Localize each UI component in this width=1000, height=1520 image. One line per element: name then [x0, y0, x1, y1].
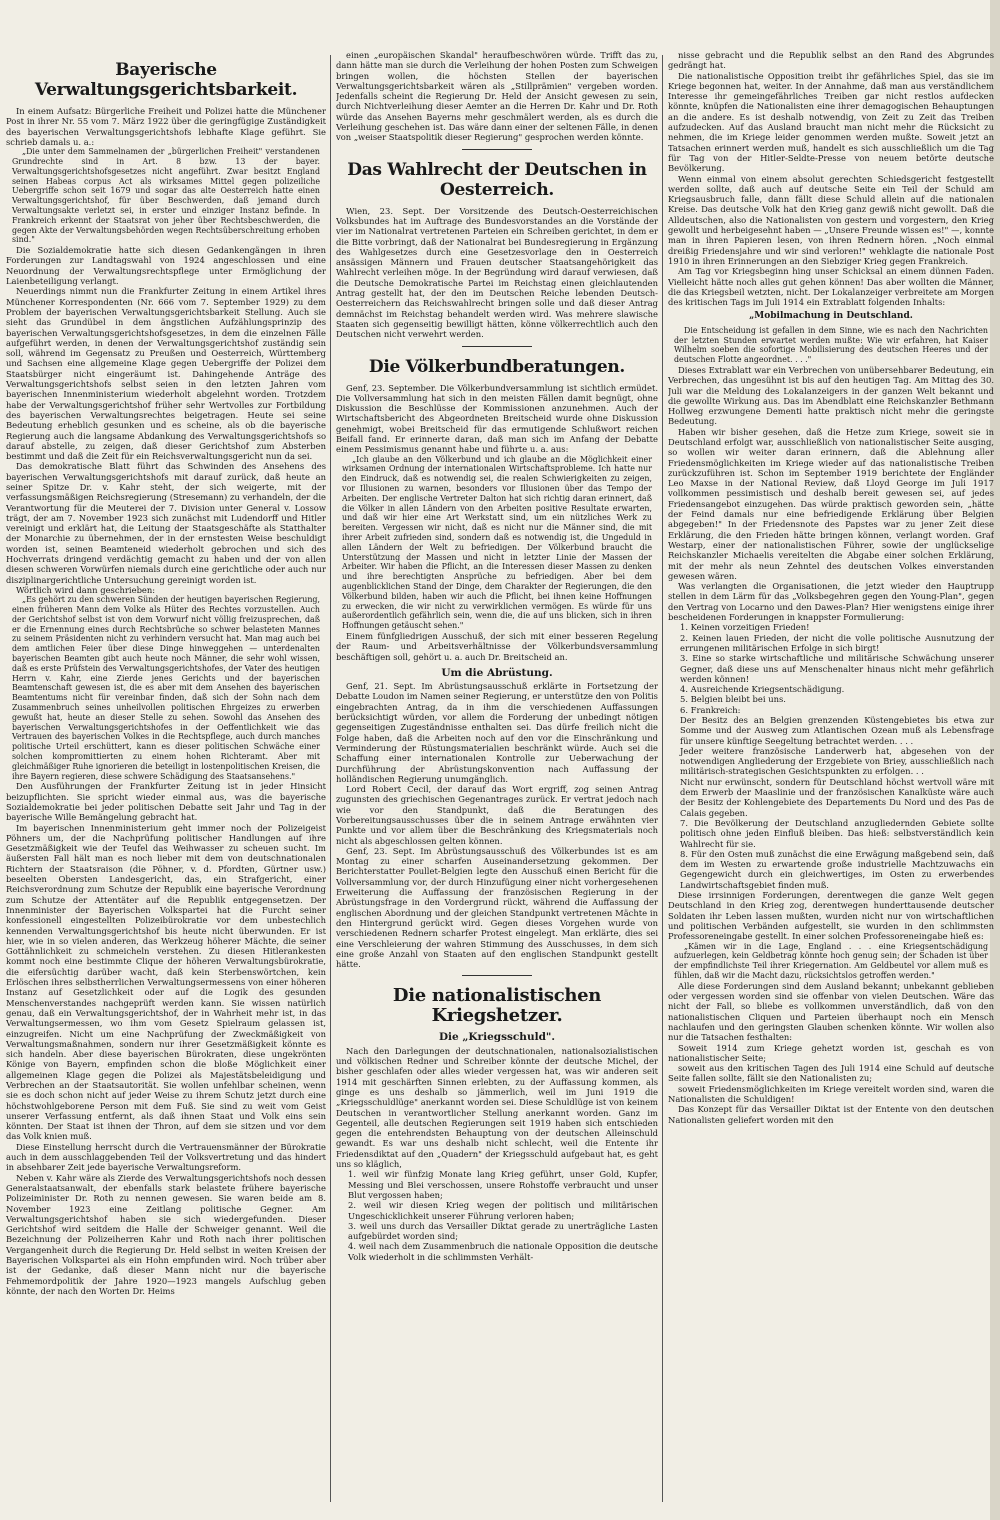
paragraph: Genf, 23. September. Die Völkerbundversammlung ist sichtlich ermüdet. Die Vollversammlung hat sich in den meisten Fällen damit begnügt, ohne Diskussion die Beschlüsse der Kommissionen anzunehmen. Auch der Wirtschaftsbericht des Abgeordneten Breitscheid wurde ohne Diskussion genehmigt, wobei Breitscheid für das ermutigende Schlußwort reichen Beifall fand. Er erinnerte daran, daß man sich im Anfang der Debatte einem Pessimismus genannt habe und führte u. a. aus:	[336, 382, 658, 455]
paragraph: soweit Friedensmöglichkeiten im Kriege vereitelt worden sind, waren die Nationalisten die Schuldigen!	[668, 1083, 994, 1104]
quote-block: „Es gehört zu den schweren Sünden der heutigen bayerischen Regierung, einen früheren Mann dem Volke als Hüter des Rechtes vorzustellen. Auch der Gerichtshof selbst ist von dem Vorwurf nicht völlig freizusprechen, daß er die Ernennung eines durch Rechtsbrüche so schwer belasteten Mannes zu seinem Präsidenten nicht zu verhindern versucht hat. Man mag auch bei dem amtlichen Feier über diese Dinge hinweggehen — unterdenalten bayerischen Beamten gibt auch heute noch Männer, die sehr wohl wissen, daß es erste Prüfstein des Verwaltungsgerichtshofes, der Vater des heutigen Herrn v. Kahr, eine Zierde jenes Gerichts und der bayerischen Beamtenschaft gewesen ist, die es aber mit dem Ansehen des bayerischen Beamtentums nicht für vereinbar finden, daß sich der Sohn nach dem Zusammenbruch seines unheilvollen politischen Ehrgeizes zu erwerben gewußt hat, heute an dieser Stelle zu sehen. Sowohl das Ansehen des bayerischen Verwaltungsgerichtshofes in der Oeffentlichkeit wie das Vertrauen des bayerischen Volkes in die Rechtspflege, auch durch manches politische Urteil erschüttert, kann es dieser politischen Schwäche einer solchen kompromittierten zu einem hohen Richteramt. Aber mit gleichmäßiger Ruhe ignorieren die beteiligt in lostenpolitischen Kreisen, die ihre Bayern regieren, diese schwere Schädigung des Staatsansehens."	[12, 595, 320, 781]
paragraph: Wörtlich wird dann geschrieben:	[16, 584, 156, 595]
quote-block: Die Entscheidung ist gefallen in dem Sinne, wie es nach den Nachrichten der letzten Stunden erwartet werden mußte: Wie wir erfahren, hat Kaiser Wilhelm soeben die sofortige Mobilisierung des deutschen Heeres und der deutschen Flotte angeordnet. . . ."	[674, 325, 988, 365]
paragraph: Was verlangten die Organisationen, die jetzt wieder den Hauptrupp stellen in dem Lärm für das „Volksbegehren gegen den Young-Plan", gegen den Vertrag von Locarno und den Dawes-Plan? Hier wenigstens einige ihrer bescheidenen Forderungen in knappster Formulierung:	[668, 581, 994, 623]
list-item: 3. Eine so starke wirtschaftliche und militärische Schwächung unserer Gegner, daß diese uns auf Menschenalter hinaus nicht mehr gefährlich werden können!	[680, 653, 994, 684]
list-item: 6. Frankreich:	[680, 704, 741, 715]
list-item: 1. Keinen vorzeitigen Frieden!	[680, 622, 810, 633]
divider	[462, 149, 532, 150]
paragraph: Genf, 21. Sept. Im Abrüstungsausschuß erklärte in Fortsetzung der Debatte Loudon im Namen seiner Regierung, er unterstütze den von Politis eingebrachten Antrag, da in ihm die verschiedenen Auffassungen berücksichtigt würden, vor allem die Forderung der unbedingt nötigen gegenseitigen Zugeständnisse enthalten sei. Das dürfe freilich nicht die Folge haben, daß die Arbeiten noch auf den vor die Einschränkung und Verminderung der Rüstungsmaterialien beschränkt würde. Auch sei die Schaffung einer internationalen Kontrolle zur Ueberwachung der Durchführung der Abrüstungskonvention nach Auffassung der holländischen Regierung unumgänglich.	[336, 681, 658, 784]
paragraph: Einem fünfgliedrigen Ausschuß, der sich mit einer besseren Regelung der Raum- und Arbeitsverhältnisse der Völkerbundsversammlung beschäftigen soll, gehört u. a. auch Dr. Breitscheid an.	[336, 630, 658, 662]
column-2	[336, 50, 658, 1500]
divider	[462, 975, 532, 976]
quote-block: „Ich glaube an den Völkerbund und ich glaube an die Möglichkeit einer wirksamen Ordnung der internationalen Wirtschaftsprobleme. Ich hatte nur den Eindruck, daß es notwendig sei, die realen Schwierigkeiten zu zeigen, vor Illusionen zu warnen, besonders vor Illusionen über das Tempo der Arbeiten. Der englische Vertreter Dalton hat sich richtig daran erinnert, daß die Völker in allen Ländern von den Arbeiten positive Resultate erwarten, und daß wir hier eine Art Werkstatt sind, um ein nützliches Werk zu bereiten. Vergessen wir nicht, daß es nicht nur die Männer sind, die mit ihrer Arbeit zufrieden sind, sondern daß es notwendig ist, die Ungeduld in allen Ländern der Welt zu befriedigen. Der Völkerbund braucht die Unterstützung der Massen und nicht in letzter Linie der Massen der Arbeiter. Wir haben die Pflicht, an die Interessen dieser Massen zu denken und ihre berechtigten Ansprüche zu befriedigen. Aber bei dem augenblicklichen Stand der Dinge, dem Charakter der Regierungen, die den Völkerbund bilden, haben wir auch die Pflicht, bei ihnen keine Hoffnungen zu erwecken, die wir nicht zu verwirklichen vermögen. Es würde für uns außerordentlich gefährlich sein, wenn die, die auf uns blicken, sich in ihren Hoffnungen getäuscht sehen."	[342, 454, 652, 631]
quote-block: „Kämen wir in die Lage, England . . . eine Kriegsentschädigung aufzuerlegen, kein Geldbetrag könnte hoch genug sein; der Schaden ist über der empfindlichste Teil ihrer Kriegernation. Am Geldbeutel vor allem muß es fühlen, daß wir die Macht dazu, rücksichtslos getroffen werden."	[674, 941, 988, 980]
quote-block: „Die unter dem Sammelnamen der „bürgerlichen Freiheit" verstandenen Grundrechte sind in Art. 8 bzw. 13 der bayer. Verwaltungsgerichtshofsgesetzes nicht angeführt. Zwar besitzt England seinen Habeas corpus Act als wirksames Mittel gegen polizeiliche Uebergriffe schon seit 1679 und sogar das alte Oesterreich hatte einen Verwaltungsgerichtshof, für über Beschwerden, daß jemand durch Verwaltungsakte verletzt sei, in erster und einziger Instanz befinde. In Frankreich erkennt der Staatsrat von jeher über Rechtsbeschwerden, die gegen Akte der Verwaltungsbehörden wegen Rechtsüberschreitung erhoben sind."	[12, 147, 320, 245]
paragraph: Das demokratische Blatt führt das Schwinden des Ansehens des bayerischen Verwaltungsgerichtshofs mit darauf zurück, daß heute an seiner Spitze Dr. v. Kahr steht, der sich weigerte, mit der verfassungsmäßigen Reichsregierung (Stresemann) zu verhandeln, der die Verantwortung für die Meuterei der 7. Division unter General v. Lossow trägt, der am 7. November 1923 sich zunächst mit Ludendorff und Hitler vereinigt und erklärt hat, die Leitung der Staatsgeschäfte als Statthalter der Monarchie zu übernehmen, der in der ernstesten Weise beschuldigt worden ist, seinen Beamteneid wiederholt gebrochen und sich des Hochverrats dringend verdächtig gemacht zu haben und der von allen diesen schweren Vorwürfen niemals durch eine gerichtliche oder auch nur disziplinargerichtliche Untersuchung gereinigt worden ist.	[6, 461, 326, 585]
list-item: Jeder weitere französische Landerwerb hat, abgesehen von der notwendigen Angliederung der Erzgebiete von Briey, ausschließlich nach militärisch-strategischen Gesichtspunkten zu erfolgen. . .	[680, 745, 994, 777]
paragraph: Genf, 23. Sept. Im Abrüstungsausschuß des Völkerbundes ist es am Montag zu einer scharfen Auseinandersetzung gekommen. Der Berichterstatter Poullet-Belgien legte den Ausschuß einen Bericht für die Vollversammlung vor, der durch Hinzufügung einer nicht vorhergesehenen Erweiterung die Auffassung der französischen Regierung in der Abrüstungsfrage in den Vordergrund rückt, während die Auffassung der englischen Abordnung und der gleichen Standpunkt vertretenen Mächte in den Hintergrund gerückt wird. Gegen dieses Vorgehen wurde von verschiedenen Rednern scharfer Protest eingelegt. Man erklärte, dies sei eine Verschleierung der wahren Stimmung des Ausschusses, in dem sich eine große Anzahl von Staaten auf den englischen Standpunkt gestellt hätte.	[336, 845, 658, 970]
list-item: 4. Ausreichende Kriegsentschädigung.	[680, 684, 845, 695]
column-rule	[662, 55, 663, 1502]
list-item: Nicht nur erwünscht, sondern für Deutschland höchst wertvoll wäre mit dem Erwerb der Maaslinie und der französischen Kanalküste wäre auch der Besitz der Kohlengebiete des Departements Du Nord und des Pas de Calais gegeben.	[680, 776, 994, 818]
headline-wahlrecht: Das Wahlrecht der Deutschen in Oesterreich.	[347, 159, 647, 200]
demands-list	[668, 622, 994, 890]
list-item: 2. weil wir diesen Krieg wegen der politisch und militärischen Ungeschicklichkeit unserer Führung verloren haben;	[348, 1200, 658, 1221]
paragraph: Wenn einmal von einem absolut gerechten Schiedsgericht festgestellt werden sollte, daß auch auf deutsche Seite ein Teil der Schuld am Kriegsausbruch falle, dann fällt diese Schuld allein auf die nationalen Kreise. Das deutsche Volk hat den Krieg ganz gewiß nicht gewollt. Daß die Alldeutschen, also die Nationalisten von gestern und vorgestern, den Krieg gewollt und herbeigesehnt haben — „Unsere Freunde wissen es!" —, konnte man in ihren Papieren lesen, von ihren Rednern hören. „Noch einmal dreißig Friedensjahre und wir sind verloren!" wehklagte die nationale Post 1910 in ihren Erinnerungen an den Siebziger Krieg gegen Frankreich.	[668, 173, 994, 266]
divider	[462, 346, 532, 347]
paragraph: Am Tag vor Kriegsbeginn hing unser Schicksal an einem dünnen Faden. Vielleicht hätte noch alles gut gehen können! Das aber wollten die Männer, die das Kriegsbeil wetzten, nicht. Der Lokalanzeiger verbreitete am Morgen des kritischen Tags im Juli 1914 ein Extrablatt folgenden Inhalts:	[668, 266, 994, 308]
paragraph: Lord Robert Cecil, der darauf das Wort ergriff, zog seinen Antrag zugunsten des griechischen Gegenantrages zurück. Er vertrat jedoch nach wie vor den Standpunkt, daß die Beratungen des Vorbereitungsausschusses über die in seinem Antrage erwähnten vier Punkte und vor allem über die Beschränkung des Kriegsmaterials noch nicht als abgeschlossen gelten können.	[336, 784, 658, 846]
paragraph: Alle diese Forderungen sind dem Ausland bekannt; unbekannt geblieben oder vergessen worden sind sie offenbar von vielen Deutschen. Wäre das nicht der Fall, so bliebe es vollkommen unverständlich, daß von den nationalistischen Cliquen und Parteien überhaupt noch ein Mensch nachlaufen und den geringsten Glauben schenken könnte. Wir wollen also nur die Tatsachen festhalten:	[668, 980, 994, 1043]
paragraph: Die nationalistische Opposition treibt ihr gefährliches Spiel, das sie im Kriege begonnen hat, weiter. In der Annahme, daß man aus verständlichem Interesse ihr gemeingefährliches Treiben gar nicht restlos aufdecken könnte, knüpfen die Nationalisten eine ihrer demagogischen Behauptungen an die andere. Es ist deshalb notwendig, von Zeit zu Zeit das Treiben aufzudecken. Auf das Ausland braucht man nicht mehr die Rücksicht zu nehmen, die im Kriege leider genommen werden mußte. Soweit jetzt an Tatsachen erinnert werden muß, handelt es sich ausschließlich um die Tag für Tag von der Hitler-Seldte-Presse von neuem betörte deutsche Bevölkerung.	[668, 70, 994, 174]
column-1	[6, 50, 326, 1500]
paragraph: Das Konzept für das Versailler Diktat ist der Entente von den deutschen Nationalisten geliefert worden mit den	[668, 1104, 994, 1125]
paragraph: Diese Einstellung herrscht durch die Vertrauensmänner der Bürokratie auch in dem ausschlaggebenden Teil der Volksvertretung und das hindert in absehbarer Zeit jede bayerische Verwaltungsreform.	[6, 1141, 326, 1173]
subhead-kriegsschuld: Die „Kriegsschuld".	[438, 1031, 556, 1044]
list-item: 2. Keinen lauen Frieden, der nicht die volle politische Ausnutzung der errungenen militärischen Erfolge in sich birgt!	[680, 632, 994, 653]
paragraph: nisse gebracht und die Republik selbst an den Rand des Abgrundes gedrängt hat.	[668, 50, 994, 71]
paragraph: Den Ausführungen der Frankfurter Zeitung ist in jeder Hinsicht beizupflichten. Sie spricht wieder einmal aus, was die bayerische Sozialdemokratie bei jeder politischen Debatte seit Jahr und Tag in der bayerische Wille Bemängelung gebracht hat.	[6, 781, 326, 823]
list-item: 3. weil uns durch das Versailler Diktat gerade zu unerträgliche Lasten aufgebürdet worden sind;	[348, 1220, 658, 1242]
paragraph: Neuerdings nimmt nun die Frankfurter Zeitung in einem Artikel ihres Münchener Korrespondenten (Nr. 666 vom 7. September 1929) zu dem Problem der bayerischen Verwaltungsgerichtsbarkeit Stellung. Auch sie sieht das Grundübel in dem ängstlichen Aufzählungsprinzip des bayerischen Verwaltungsgerichtshofsgesetzes, in dem die einzelnen Fälle aufgeführt werden, in denen der Verwaltungsgerichtshof zuständig sein soll, während im Gegensatz zu Preußen und Oesterreich, Württemberg und Sachsen eine allgemeine Klage gegen Uebergriffe der Polizei dem Staatsbürger nicht eingeräumt ist. Dahingehende Anträge des Verwaltungsgerichtshofs selbst seien in den letzten Jahren vom bayerischen Innenministerium wiederholt abgelehnt worden. Trotzdem habe der Verwaltungsgerichtshof früher sehr Wertvolles zur Fortbildung des bayerischen Verwaltungsrechtes beigetragen. Heute sei seine Bedeutung erheblich gesunken und es scheine, als ob die bayerische Regierung auch die langsame Abdankung des Verwaltungsgerichtshofs so darauf abstelle, zu zeigen, daß dieser Gerichtshof zum Absterben bestimmt und daß die Zeit für ein Reichsverwaltungsgericht nun da sei.	[6, 286, 326, 462]
reasons-list	[336, 1169, 658, 1262]
extrablatt-title: „Mobilmachung in Deutschland.	[749, 311, 913, 322]
paragraph: Nach den Darlegungen der deutschnationalen, nationalsozialistischen und völkischen Redner und Schreiber könnte der deutsche Michel, der bisher geschlafen oder alles wieder vergessen hat, was wir anderen seit 1914 mit geschärften Sinnen erlebten, zu der Auffassung kommen, als ginge es uns deshalb so jämmerlich, weil im Juni 1919 die „Kriegsschuldlüge" anerkannt worden sei. Diese Schuldlüge ist von keinem Deutschen in verantwortlicher Stellung anerkannt worden. Ganz im Gegenteil, alle deutschen Regierungen seit 1919 haben sich entschieden gegen die entehrendsten Behauptung von der deutschen Alleinschuld gewandt. Es war uns deshalb nicht schlecht, weil die Entente ihr Friedensdiktat auf den „Quadern" der Kriegsschuld aufgebaut hat, es geht uns so kläglich,	[336, 1045, 658, 1170]
paragraph: Dieses Extrablatt war ein Verbrechen von unübersehbarer Bedeutung, ein Verbrechen, das ungesühnt ist bis auf den heutigen Tag. Am Mittag des 30. Juli war die Meldung des Lokalanzeigers in der ganzen Welt bekannt und die gewollte Wirkung aus. Das im Abendblatt eine Reichskanzler Bethmann Hollweg erzwungene Dementi hatte praktisch nicht mehr die geringste Bedeutung.	[668, 364, 994, 427]
list-item: 8. Für den Osten muß zunächst die eine Erwägung maßgebend sein, daß dem im Westen zu erwartende große industrielle Machtzuwachs ein Gegengewicht durch ein gleichwertiges, im Osten zu erwerbendes Landwirtschaftsgebiet finden muß.	[680, 848, 994, 890]
column-rule	[330, 55, 331, 1502]
paragraph: einen „europäischen Skandal" heraufbeschwören würde. Trifft das zu, dann hätte man sie durch die Verleihung der hohen Posten zum Schweigen bringen wollen, die höchsten Stellen der bayerischen Verwaltungsgerichtsbarkeit wären als „Stillprämien" vergeben worden. Jedenfalls scheint die Regierung Dr. Held der Ansicht gewesen zu sein, durch Nichtverleihung dieser Aemter an die Herren Dr. Kahr und Dr. Roth würde das Ansehen Bayerns mehr geschmälert werden, als es durch die Verleihung geschehen ist. Das wäre dann einer der seltenen Fälle, in denen von „weiser Staatspolitik dieser Regierung" gesprochen werden könnte.	[336, 50, 658, 143]
paragraph: Diese irrsinnigen Forderungen, derentwegen die ganze Welt gegen Deutschland in den Krieg zog, derentwegen hunderttausende deutscher Soldaten ihr Leben lassen mußten, wurden nicht nur von wirtschaftlichen und politischen Verbänden aufgestellt, sie wurden in den schlimmsten Professoreneingabe gestellt. In einer solchen Professoreneingabe hieß es:	[668, 890, 994, 942]
paragraph: Die Sozialdemokratie hatte sich diesen Gedankengängen in ihren Forderungen zur Landtagswahl von 1924 angeschlossen und eine Neuordnung der Verwaltungsrechtspflege unter Ermöglichung der Laienbeteiligung verlangt.	[6, 245, 326, 287]
list-item: 4. weil nach dem Zusammenbruch die nationale Opposition die deutsche Volk wiederholt in die schlimmsten Verhält-	[348, 1241, 658, 1262]
paragraph: Im bayerischen Innenministerium geht immer noch der Polizeigeist Pöhners um, der die Nachprüfung politischer Handlungen auf ihre Gesetzmäßigkeit wie der Teufel das Weihwasser zu scheuen sucht. Im äußersten Fall hält man es noch lieber mit dem von deutschnationalen Richtern der Staatsraison (die Pöhner, v. d. Pfordten, Gürtner usw.) beseelten Obersten Landesgericht, das, ein Strafgericht, einer Reichsverordnung zum Schutze der Republik eine bayerische Verordnung zum Schutze der Attentäter auf die Republik entgegensetzen. Der Innenminister der Bayerischen Volkspartei hat die Furcht seiner konfessionell eingestellten Polizeibürokratie vor dem unbestechlich kennenden Verwaltungsgerichtshof bis heute nicht überwunden. Er ist hier, wie in so vielen anderen, das Werkzeug höherer Mächte, die seiner Gottähnlichkeit zu schmeicheln verstehen. Zu diesen Hitlerankesten kommt noch eine bestimmte Clique der höheren Verwaltungsbürokratie, die eifersüchtig darüber wacht, daß kein Sterbenswörtchen, kein Erlöschen ihres selbstherrlichen Verwaltungsermessens von einer höheren Instanz auf Gesetzlichkeit oder auf die Logik des gesunden Menschenverstandes nachgeprüft werden kann. Sie wissen natürlich genau, daß ein Verwaltungsgerichtshof, der in Wahrheit mehr ist, in das Verwaltungsermessen, wo ihm vom Gesetz Spielraum gelassen ist, einzugreifen. Nicht um eine Nachprüfung der Zweckmäßigkeit von Verwaltungsmaßnahmen, sondern nur ihrer Gesetzmäßigkeit könnte es sich handeln. Aber diese bayerischen Bürokraten, diese ungekrönten Könige von Bayern, empfinden schon die bloße Möglichkeit einer allgemeinen Klage gegen die Polizei als Majestätsbeleidigung und Verbrechen an der Staatsautorität. Sie wollen unfehlbar scheinen, wenn sie es doch schon nicht auf jeder Weise zu ihrem Schutz jetzt durch eine höchstwohlgeborene Person mit dem Fuß. Sie sind zu weit vom Geist unserer Verfassung entfernt, als daß ihnen Staat und Volk eins sein könnten. Der Staat ist ihnen der Thron, auf dem sie sitzen und vor dem das Volk knien muß.	[6, 822, 326, 1142]
paragraph: soweit aus den kritischen Tagen des Juli 1914 eine Schuld auf deutsche Seite fallen sollte, fällt sie den Nationalisten zu;	[668, 1063, 994, 1084]
paragraph: Wien, 23. Sept. Der Vorsitzende des Deutsch-Oesterreichischen Volksbundes hat im Auftrage des Bundesvorstandes an die Vorstände der vier im Nationalrat vertretenen Parteien ein Schreiben gerichtet, in dem er die Bitte vorbringt, daß der Nationalrat bei Bundesregierung in Ergänzung des Wahlgesetzes durch eine Gesetzesvorlage den in Oesterreich ansässigen Männern und Frauen deutscher Staatsangehörigkeit das Wahlrecht verleihen möge. In der Begründung wird darauf verwiesen, daß die Deutsche Demokratische Partei im Reichstag einen gleichlautenden Antrag gestellt hat, der den im Deutschen Reiche lebenden Deutsch-Oesterreichern das Reichswahlrecht bringen solle und daß dieser Antrag demnächst im Reichstag behandelt werden wird. Was mehrere slawische Staaten sich gegenseitig bewilligt hätten, könne völkerrechtlich auch den Deutschen nicht verwehrt werden.	[336, 205, 658, 340]
list-item: 1. weil wir fünfzig Monate lang Krieg geführt, unser Gold, Kupfer, Messing und Blei verschossen, unsere Rohstoffe verbraucht und unser Blut vergossen haben;	[348, 1169, 658, 1200]
list-item: Der Besitz des an Belgien grenzenden Küstengebietes bis etwa zur Somme und der Ausweg zum Atlantischen Ozean muß als Lebensfrage für unsere künftige Seegeltung betrachtet werden. . . .	[680, 715, 994, 746]
paragraph: In einem Aufsatz: Bürgerliche Freiheit und Polizei hatte die Münchener Post in ihrer Nr. 55 vom 7. März 1922 über die geringfügige Zuständigkeit des bayerischen Verwaltungsgerichtshofs lebhafte Klage geführt. Sie schrieb damals u. a.:	[6, 106, 326, 147]
column-3	[668, 50, 994, 1500]
list-item: 5. Belgien bleibt bei uns.	[680, 694, 786, 705]
headline-kriegshetzer: Die nationalistischen Kriegshetzer.	[392, 985, 602, 1027]
paragraph: Haben wir bisher gesehen, daß die Hetze zum Kriege, soweit sie in Deutschland erfolgt war, ausschließlich von nationalistischer Seite ausging, so wollen wir weiter daran erinnern, daß die Ablehnung aller Friedensmöglichkeiten im Kriege wieder auf das nationalistische Treiben zurückzuführen ist. Schon im September 1919 berichtete der Engländer Leo Maxse in der National Review, daß Lloyd George im Juli 1917 vollkommen pessimistisch und deshalb bereit gewesen sei, auf jedes Friedensangebot einzugehen. Das würde praktisch geworden sein, „hätte der Feind damals nur eine befriedigende Erklärung über Belgien abgegeben!" In der Friedensnote des Papstes war zu jener Zeit diese Erklärung, die den Frieden hätte bringen können, verlangt worden. Graf Westarp, einer der nationalistischen Führer, sowie der unglückselige Reichskanzler Michaelis vereitelten die Abgabe einer solchen Erklärung, mit der mehr als neun Zehntel des deutschen Volkes einverstanden gewesen wären.	[668, 426, 994, 581]
list-item: 7. Die Bevölkerung der Deutschland anzugliedernden Gebiete sollte politisch ohne jeden Einfluß bleiben. Das hieß: selbstverständlich kein Wahlrecht für sie.	[680, 817, 994, 849]
subhead-abruestung: Um die Abrüstung.	[441, 666, 553, 679]
headline-voelkerbund: Die Völkerbundberatungen.	[368, 356, 626, 377]
paragraph: Neben v. Kahr wäre als Zierde des Verwaltungsgerichtshofs noch dessen Generalstaatsanwalt, der ebenfalls stark belastete frühere bayerische Polizeiminister Dr. Roth zu nennen gewesen. Sie waren beide am 8. November 1923 eine Zeitlang politische Gegner. Am Verwaltungsgerichtshof haben sie sich wiedergefunden. Dieser Gerichtshof wird seitdem die Halle der Schweiger genannt. Weil die Bezeichnung der Polizeiherren Kahr und Roth nach ihrer politischen Vergangenheit durch die Regierung Dr. Held selbst in weiten Kreisen der Bayerischen Volkspartei als ein Hohn empfunden wird. Noch trüber aber ist der Gedanke, daß dieser Mann nicht nur die bayerische Fehmemordpolitik der Jahre 1920—1923 mangels Aufschlug geben könnte, der nach den Worten Dr. Heims	[6, 1172, 326, 1296]
headline-verwaltungsgerichtsbarkeit: Bayerische Verwaltungsgerichtsbarkeit.	[34, 60, 298, 100]
paragraph: Soweit 1914 zum Kriege gehetzt worden ist, geschah es von nationalistischer Seite;	[668, 1042, 994, 1063]
